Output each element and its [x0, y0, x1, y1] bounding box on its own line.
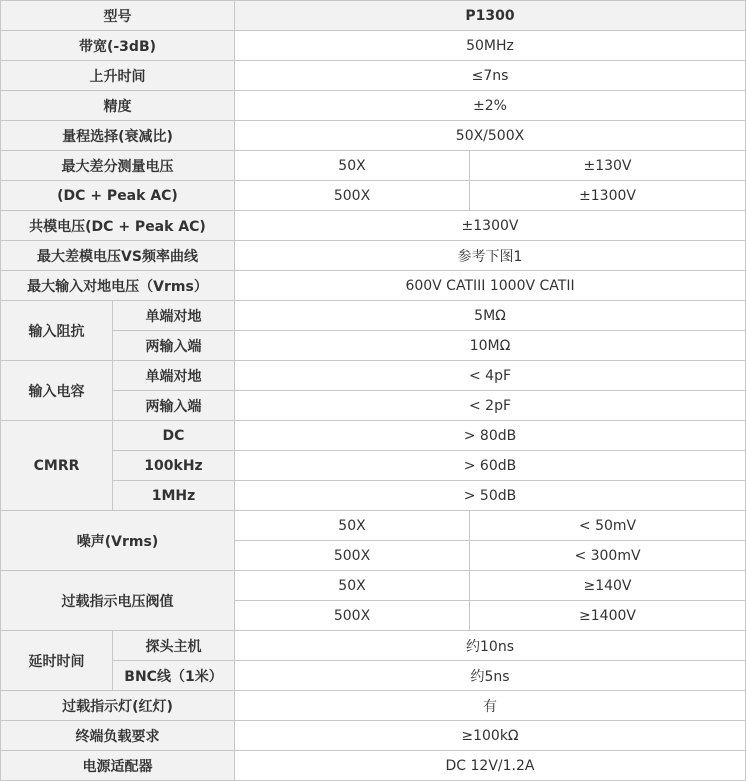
table-row — [1, 481, 746, 511]
table-row — [1, 91, 746, 121]
table-row — [1, 211, 746, 241]
rise-time-value: ≤7ns — [235, 61, 746, 91]
power-adapter-value: DC 12V/1.2A — [235, 751, 746, 781]
cmrr-label: CMRR — [1, 421, 113, 511]
noise-label: 噪声(Vrms) — [1, 511, 235, 571]
max-diff-voltage-sublabel: (DC + Peak AC) — [1, 181, 235, 211]
cmrr-value: > 60dB — [235, 451, 746, 481]
max-input-to-ground-value: 600V CATIII 1000V CATII — [235, 271, 746, 301]
input-capacitance-label: 输入电容 — [1, 361, 113, 421]
table-row — [1, 511, 746, 541]
input-impedance-value: 5MΩ — [235, 301, 746, 331]
table-row — [1, 691, 746, 721]
delay-time-sub: 探头主机 — [113, 631, 235, 661]
overload-threshold-label: 过载指示电压阀值 — [1, 571, 235, 631]
overload-threshold-value: ≥140V — [470, 571, 746, 601]
power-adapter-label: 电源适配器 — [1, 751, 235, 781]
cmrr-sub: 100kHz — [113, 451, 235, 481]
rise-time-label: 上升时间 — [1, 61, 235, 91]
max-diff-vs-freq-label: 最大差模电压VS频率曲线 — [1, 241, 235, 271]
max-diff-ratio: 50X — [235, 151, 470, 181]
max-diff-value: ±1300V — [470, 181, 746, 211]
max-diff-voltage-label: 最大差分测量电压 — [1, 151, 235, 181]
input-impedance-value: 10MΩ — [235, 331, 746, 361]
input-impedance-label: 输入阻抗 — [1, 301, 113, 361]
bandwidth-value: 50MHz — [235, 31, 746, 61]
max-diff-ratio: 500X — [235, 181, 470, 211]
input-impedance-sub: 两输入端 — [113, 331, 235, 361]
table-row — [1, 271, 746, 301]
range-select-label: 量程选择(衰减比) — [1, 121, 235, 151]
delay-time-value: 约10ns — [235, 631, 746, 661]
bandwidth-label: 带宽(-3dB) — [1, 31, 235, 61]
table-row — [1, 301, 746, 331]
overload-threshold-ratio: 500X — [235, 601, 470, 631]
cmrr-sub: DC — [113, 421, 235, 451]
common-mode-voltage-label: 共模电压(DC + Peak AC) — [1, 211, 235, 241]
delay-time-value: 约5ns — [235, 661, 746, 691]
table-row — [1, 61, 746, 91]
noise-value: < 50mV — [470, 511, 746, 541]
table-row — [1, 31, 746, 61]
overload-threshold-value: ≥1400V — [470, 601, 746, 631]
cmrr-value: > 50dB — [235, 481, 746, 511]
table-row — [1, 241, 746, 271]
cmrr-sub: 1MHz — [113, 481, 235, 511]
max-diff-value: ±130V — [470, 151, 746, 181]
table-row — [1, 1, 746, 31]
max-input-to-ground-label: 最大输入对地电压（Vrms） — [1, 271, 235, 301]
model-label: 型号 — [1, 1, 235, 31]
noise-ratio: 50X — [235, 511, 470, 541]
table-row — [1, 721, 746, 751]
table-row — [1, 451, 746, 481]
range-select-value: 50X/500X — [235, 121, 746, 151]
input-impedance-sub: 单端对地 — [113, 301, 235, 331]
table-row — [1, 181, 746, 211]
table-row — [1, 391, 746, 421]
table-row — [1, 631, 746, 661]
noise-value: < 300mV — [470, 541, 746, 571]
input-capacitance-sub: 单端对地 — [113, 361, 235, 391]
termination-load-label: 终端负载要求 — [1, 721, 235, 751]
termination-load-value: ≥100kΩ — [235, 721, 746, 751]
delay-time-sub: BNC线（1米） — [113, 661, 235, 691]
accuracy-value: ±2% — [235, 91, 746, 121]
table-row — [1, 421, 746, 451]
table-row — [1, 331, 746, 361]
model-value: P1300 — [235, 1, 746, 31]
overload-threshold-ratio: 50X — [235, 571, 470, 601]
table-row — [1, 151, 746, 181]
max-diff-vs-freq-value: 参考下图1 — [235, 241, 746, 271]
table-row — [1, 751, 746, 781]
noise-ratio: 500X — [235, 541, 470, 571]
common-mode-voltage-value: ±1300V — [235, 211, 746, 241]
accuracy-label: 精度 — [1, 91, 235, 121]
table-row — [1, 121, 746, 151]
input-capacitance-sub: 两输入端 — [113, 391, 235, 421]
overload-indicator-label: 过载指示灯(红灯) — [1, 691, 235, 721]
input-capacitance-value: < 4pF — [235, 361, 746, 391]
overload-indicator-value: 有 — [235, 691, 746, 721]
table-row — [1, 361, 746, 391]
table-row — [1, 571, 746, 601]
table-row — [1, 661, 746, 691]
delay-time-label: 延时时间 — [1, 631, 113, 691]
cmrr-value: > 80dB — [235, 421, 746, 451]
input-capacitance-value: < 2pF — [235, 391, 746, 421]
